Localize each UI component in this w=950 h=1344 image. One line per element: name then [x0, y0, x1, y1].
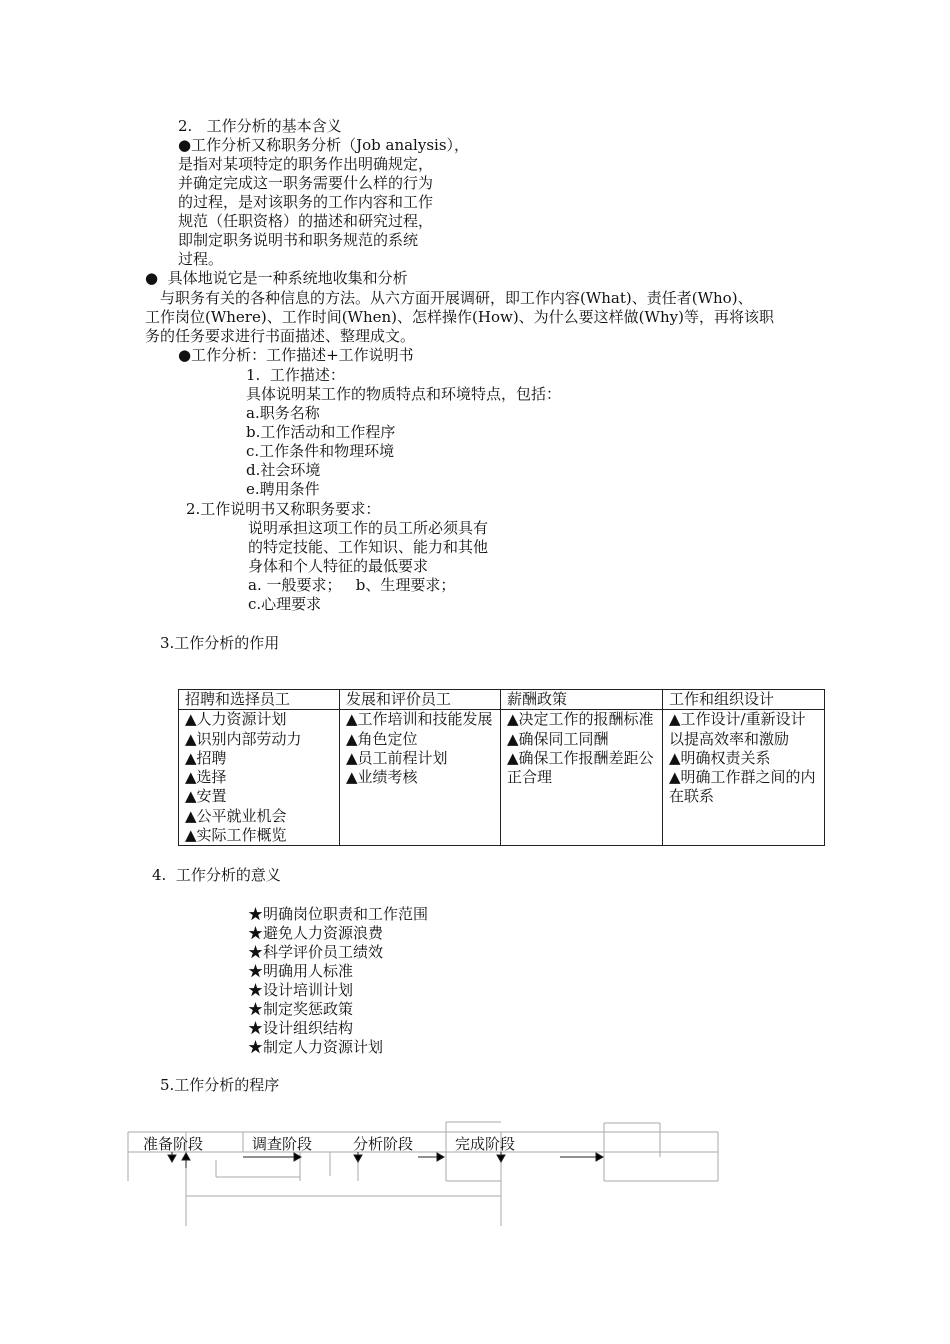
down-arrow-head	[497, 1155, 505, 1162]
definition-line: 并确定完成这一职务需要什么样的行为	[178, 174, 434, 192]
list-item: d.社会环境	[246, 461, 321, 479]
formula-line: ●工作分析：工作描述+工作说明书	[178, 346, 414, 364]
list-item: ★科学评价员工绩效	[248, 943, 384, 961]
list-item: ★制定奖惩政策	[248, 1000, 354, 1018]
column-header: 发展和评价员工	[340, 690, 501, 710]
cell-item: ▲招聘	[185, 748, 227, 767]
cell-item: ▲业绩考核	[346, 768, 418, 787]
cell-item: ▲确保同工同酬	[507, 729, 609, 748]
column-header: 招聘和选择员工	[179, 690, 340, 710]
list-item: ★明确岗位职责和工作范围	[248, 905, 429, 923]
paragraph-line: 务的任务要求进行书面描述、整理成文。	[145, 327, 416, 345]
cell-item: ▲安置	[185, 787, 227, 806]
stage-survey: 调查阶段	[252, 1135, 313, 1153]
list-item: b.工作活动和工作程序	[246, 423, 396, 441]
section5-heading: 5.工作分析的程序	[160, 1076, 280, 1094]
cell-item: ▲明确工作群之间的内在联系	[669, 768, 816, 806]
list-item: c.工作条件和物理环境	[246, 442, 395, 460]
cell-item: ▲工作设计/重新设计以提高效率和激励	[669, 710, 806, 748]
paragraph-line: 工作岗位(Where)、工作时间(When)、怎样操作(How)、为什么要这样做(Why)等，再将该职	[145, 308, 774, 326]
column-header: 薪酬政策	[501, 690, 663, 710]
cell-item: ▲实际工作概览	[185, 826, 287, 845]
list-item: ★明确用人标准	[248, 962, 354, 980]
spec-items-line: a. 一般要求； b、生理要求；	[248, 576, 456, 594]
stage-prepare: 准备阶段	[143, 1135, 204, 1153]
down-arrow-head	[168, 1155, 176, 1162]
list-item: ★避免人力资源浪费	[248, 924, 384, 942]
spec-line: 的特定技能、工作知识、能力和其他	[248, 538, 489, 556]
right-arrow-head	[596, 1153, 603, 1161]
definition-line: 过程。	[178, 250, 224, 268]
cell-item: ▲识别内部劳动力	[185, 729, 302, 748]
cell-item: ▲决定工作的报酬标准	[507, 710, 654, 729]
list-item: e.聘用条件	[246, 480, 320, 498]
flow-grid-lines	[128, 1122, 718, 1226]
list-item: ★设计培训计划	[248, 981, 354, 999]
section4-heading: 4. 工作分析的意义	[152, 866, 281, 884]
definition-line: 的过程，是对该职务的工作内容和工作	[178, 193, 434, 211]
flow-arrows	[168, 1152, 603, 1168]
spec-line: 身体和个人特征的最低要求	[248, 557, 429, 575]
cell-item: ▲选择	[185, 768, 227, 787]
cell-item: ▲角色定位	[346, 729, 418, 748]
list-item: ★制定人力资源计划	[248, 1038, 384, 1056]
description-intro: 具体说明某工作的物质特点和环境特点，包括：	[246, 385, 562, 403]
stage-analysis: 分析阶段	[353, 1135, 414, 1153]
cell-item: ▲工作培训和技能发展	[346, 710, 493, 729]
list-item: ★设计组织结构	[248, 1019, 354, 1037]
definition-line: 是指对某项特定的职务作出明确规定，	[178, 155, 434, 173]
cell-item: ▲人力资源计划	[185, 710, 287, 729]
cell-item: ▲员工前程计划	[346, 748, 448, 767]
section2-heading: 2. 工作分析的基本含义	[178, 117, 342, 135]
down-arrow-head	[354, 1155, 362, 1162]
spec-last-item: c.心理要求	[248, 595, 322, 613]
spec-heading: 2.工作说明书又称职务要求：	[186, 500, 381, 518]
specific-line: ● 具体地说它是一种系统地收集和分析	[145, 269, 408, 287]
cell-item: ▲确保工作报酬差距公正合理	[507, 748, 654, 787]
definition-line: 即制定职务说明书和职务规范的系统	[178, 231, 419, 249]
cell-item: ▲公平就业机会	[185, 806, 287, 825]
definition-line: ●工作分析又称职务分析（Job analysis），	[178, 136, 470, 154]
description-heading: 1. 工作描述：	[246, 366, 345, 384]
cell-item: ▲明确权责关系	[669, 748, 771, 767]
section3-heading: 3.工作分析的作用	[160, 634, 280, 652]
spec-line: 说明承担这项工作的员工所必须具有	[248, 519, 489, 537]
stage-complete: 完成阶段	[455, 1135, 516, 1153]
list-item: a.职务名称	[246, 404, 320, 422]
right-arrow-head	[437, 1153, 444, 1161]
paragraph-line: 与职务有关的各种信息的方法。从六方面开展调研，即工作内容(What)、责任者(Who)、	[160, 289, 753, 307]
up-arrow-head	[182, 1153, 190, 1160]
definition-line: 规范（任职资格）的描述和研究过程，	[178, 212, 434, 230]
column-header: 工作和组织设计	[663, 690, 825, 710]
